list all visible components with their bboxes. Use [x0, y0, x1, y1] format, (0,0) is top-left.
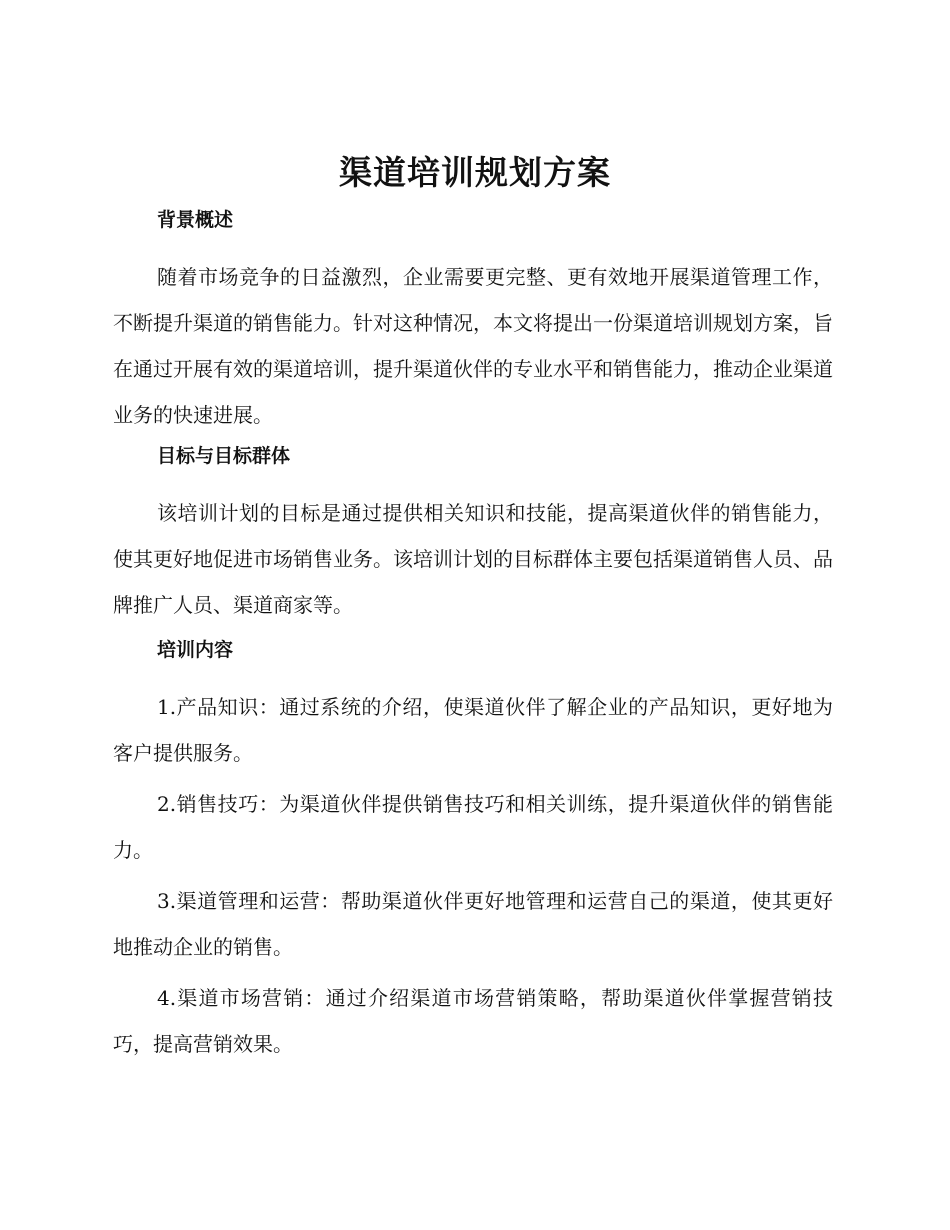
paragraph-goals: 该培训计划的目标是通过提供相关知识和技能，提高渠道伙伴的销售能力，使其更好地促进市场销售业务。该培训计划的目标群体主要包括渠道销售人员、品牌推广人员、渠道商家等。: [113, 501, 833, 617]
page-title: 渠道培训规划方案: [339, 153, 611, 192]
list-item-sales-skills: 2.销售技巧：为渠道伙伴提供销售技巧和相关训练，提升渠道伙伴的销售能力。: [113, 792, 833, 862]
paragraph-background: 随着市场竞争的日益激烈，企业需要更完整、更有效地开展渠道管理工作，不断提升渠道的销售能力。针对这种情况，本文将提出一份渠道培训规划方案，旨在通过开展有效的渠道培训，提升渠道伙伴的专业水平和销售能力，推动企业渠道业务的快速进展。: [113, 265, 833, 427]
section-heading-goals: 目标与目标群体: [157, 445, 291, 467]
section-heading-content: 培训内容: [157, 639, 234, 661]
list-item-channel-management: 3.渠道管理和运营：帮助渠道伙伴更好地管理和运营自己的渠道，使其更好地推动企业的销售。: [113, 889, 833, 959]
list-item-product-knowledge: 1.产品知识：通过系统的介绍，使渠道伙伴了解企业的产品知识，更好地为客户提供服务。: [113, 695, 833, 765]
section-heading-background: 背景概述: [157, 209, 234, 231]
list-item-channel-marketing: 4.渠道市场营销：通过介绍渠道市场营销策略，帮助渠道伙伴掌握营销技巧，提高营销效果。: [113, 986, 833, 1056]
